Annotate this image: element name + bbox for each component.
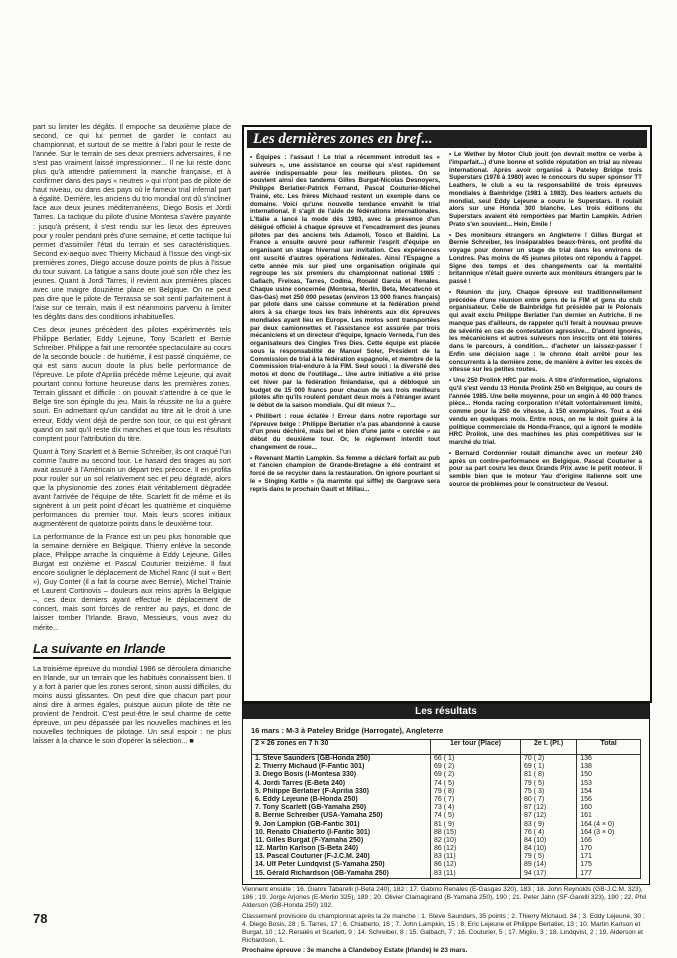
results-box bbox=[242, 703, 650, 885]
results-line: 9. Jon Lampkin (GB-Fantic 301) bbox=[255, 820, 360, 828]
results-line: 161 bbox=[580, 812, 592, 820]
results-line: 160 bbox=[580, 804, 592, 812]
results-line: 82 (10) bbox=[434, 836, 457, 844]
next-riders-note: Viennent ensuite : 16. Gianni Tabarelli (I-Beta 240), 182 ; 17. Gabino Renales (E-Gasgas 320), 183 ; 18. John Reynolds (GB-J.C.M. 323), 186 ; 19. Jorge Arjones (E-Merlin 325), 189 ; 20. Olivier Clamagirand (B-Yamaha 250), 190 ; 21. Peter Jahn (SF-Garelli 323), 190 ; 22. Phil Alderson (GB-Honda 250) 192. bbox=[242, 886, 647, 910]
news-item bbox=[449, 289, 642, 374]
second-round-cell bbox=[521, 755, 577, 879]
news-item bbox=[250, 154, 440, 410]
results-line: 136 bbox=[580, 755, 592, 762]
next-event-note: Prochaine épreuve : 3e manche à Clandeboy Estate (Irlande) le 23 mars. bbox=[242, 947, 468, 955]
results-line: 13. Pascal Couturier (F-J.C.M. 240) bbox=[255, 853, 370, 861]
results-line: 87 (12) bbox=[524, 812, 547, 820]
results-line: 81 ( 9) bbox=[434, 820, 455, 828]
results-line: 156 bbox=[580, 795, 592, 803]
results-line: 86 (12) bbox=[434, 845, 457, 853]
results-line: 74 ( 5) bbox=[434, 779, 455, 787]
results-line: 79 ( 5) bbox=[524, 779, 545, 787]
results-line: 79 ( 8) bbox=[434, 787, 455, 795]
results-line: 5. Philippe Berlatier (F-Aprilia 330) bbox=[255, 787, 369, 795]
results-line: 84 (10) bbox=[524, 845, 547, 853]
news-item-text: jouit (on devrait mettre ce verbe à l'imparfait...) d'une bonne et solide réputation en trial au niveau international. Après avoir organisé à Pateley Bridge trois Superstars (1978 à 1980) avec le concours du super sponsor TT Leathers, le club a eu la responsabilité de trois épreuves mondiales à Bainbridge (1981 à 1983). Des leaders actuels du mondial, seul Eddy Lejeune a couru le Superstars. Il roulait alors sur une Honda 300 blanche. Les trois éditions du Superstars avaient été remportées par Martin Lampkin. Adrien Prato s'en souvient... Hein, Emile ! bbox=[449, 151, 643, 228]
results-line: 1. Steve Saunders (GB-Honda 250) bbox=[255, 755, 371, 762]
results-line: 154 bbox=[580, 787, 592, 795]
total-cell bbox=[577, 755, 641, 879]
results-line: 84 (10) bbox=[524, 836, 547, 844]
results-event-text: 16 mars : M-3 à Pateley Bridge (Harrogate), Angleterre bbox=[251, 726, 444, 735]
article-paragraph: Ces deux jeunes précèdent des pilotes expérimentés tels Philippe Berlatier, Eddy Lejeune, Tony Scarlett et Bernie Schreiber. Philippe a fait une remontée spectaculaire au cours de la seconde boucle : de huitième, il est passé cinquième, ce qui est sans aucun doute la plus belle performance de l'épreuve. Le pilote d'Aprilia précède même Lejeune, qui avait pourtant connu fortune heureuse dans les premières zones. Terrain glissant et difficile : on pouvait s'attendre à ce que le Belge tire son épingle du jeu. Mais la réussite ne lui a guère souri. En admettant qu'un candidat au titre ait le droit à une erreur, Eddy vient déjà de perdre son tour, ce qui est gênant quand on sait qu'il reste dix manches et que tous les résultats comptent pour l'attribution du titre. bbox=[33, 325, 231, 443]
results-line: 166 bbox=[580, 836, 592, 844]
results-line: 79 ( 5) bbox=[524, 853, 545, 861]
results-line: 86 (12) bbox=[434, 861, 457, 869]
news-item-lead: • Bernard Cordonnier bbox=[449, 449, 517, 457]
news-item bbox=[250, 413, 440, 452]
news-box-left-column bbox=[250, 154, 440, 496]
news-item-text: Erreur dans notre reportage sur l'épreuve belge : Philippe Berlatier n'a pas abandonné à cause d'un pneu déchiré, mais bel et bien d'une jante « cerclée » au début du deuxième tour. Or, le règlement interdit tout changement de roue... bbox=[250, 412, 440, 451]
results-line: 2. Thierry Michaud (F-Fantic 301) bbox=[255, 763, 365, 771]
article-column bbox=[33, 122, 231, 749]
results-title: Les résultats bbox=[243, 704, 649, 719]
results-line: 10. Renato Chiaberto (I-Fantic 301) bbox=[255, 828, 371, 836]
header-first-round: 1er tour (Place) bbox=[431, 740, 521, 755]
results-line: 66 ( 1) bbox=[434, 755, 455, 762]
news-item bbox=[449, 151, 642, 229]
results-line: 69 ( 1) bbox=[524, 763, 545, 771]
header-total: Total bbox=[577, 740, 641, 755]
news-box-right-column bbox=[449, 151, 642, 492]
news-item-text: roulait dimanche avec un moteur 240 après un contre-performance en Belgique. Pascal Couturier a pour sa part couru les deux Grands Prix avec le petit moteur. Il semble bien que le moteur Yau d'origine italienne soit une source de problèmes pour le constructeur de Vesoul. bbox=[449, 449, 643, 488]
results-line: 80 ( 7) bbox=[524, 795, 545, 803]
article-paragraph: La troisième épreuve du mondial 1986 se déroulera dimanche en Irlande, sur un terrain que les habitués connaissent bien. Il y a fort à parier que les zones seront, sinon aussi difficiles, du moins aussi glissantes. On peut dire que chacun part pour ainsi dire à armes égales, puisque aucun pilote de tête ne provient de l'endroit. C'est peut-être le seul charme de cette épreuve, un peu dépassée par les nouvelles machines et les nouvelles techniques de pilotage. Un seul espoir : ne plus laisser à la chance le soin d'opérer la sélection... ■ bbox=[33, 663, 231, 745]
article-paragraph: Quant à Tony Scarlett et à Bernie Schreiber, ils ont craqué l'un comme l'autre au second tour. Le hasard des tirages au sort avait assuré à l'Américain un départ très précoce. Il en profita pour rouler sur un sol relativement sec et peu dégradé, alors que la physionomie des zones était véritablement dégradée avant l'arrivée de l'équipe de tête. Scarlett fit de même et ils signèrent à un petit point d'écart les quatrième et cinquième performances du premier tour. Mais leurs scores initiaux augmentèrent de quatorze points dans le deuxième tour. bbox=[33, 446, 231, 529]
results-line: 14. Ulf Peter Lundqvist (S-Yamaha 250) bbox=[255, 861, 385, 869]
results-line: 153 bbox=[580, 779, 592, 787]
news-item-text: Gilles Burgat et Bernie Schreiber, les inséparables beaux-frères, ont profité du voyage pour donner un stage de trial dans les environs de Londres. Pas moins de 45 jeunes pilotes ont répondu à l'appel. Signe des temps et des changements car la mentalité britannique n'était guère ouverte aux moniteurs étrangers par le passé ! bbox=[449, 231, 642, 285]
results-line: 12. Martin Karlson (S-Beta 240) bbox=[255, 845, 359, 853]
results-line: 88 (15) bbox=[434, 828, 457, 836]
news-item-lead: • Réunion du jury. bbox=[449, 288, 512, 296]
article-paragraph: La performance de la France est un peu plus honorable que la semaine dernière en Belgique. Thierry enlève la seconde place, Philippe arrache la cinquième à Eddy Lejeune, Gilles Burgat est onzième et Pascal Couturier treizième. Il faut encore souligner le déplacement de Michel Ranc (il suit « Bert »), Guy Conter (il a fait la course avec Bernie), Michel Trainie et Laurent Cortinovis – douleurs aux reins après la Belgique –, ces deux derniers ayant effectué le déplacement de concert, mais sont forcés de rentrer au pays, et donc de laisser tomber l'Irlande. Bravo, Messieurs, vous avez du mérite... bbox=[33, 532, 231, 632]
results-line: 11. Gilles Burgat (F-Yamaha 250) bbox=[255, 836, 364, 844]
results-line: 70 ( 2) bbox=[524, 755, 545, 762]
results-table bbox=[251, 739, 641, 879]
header-second-round: 2e t. (Pl.) bbox=[521, 740, 577, 755]
news-item-lead: • Une 250 Prolink HRC par mois. bbox=[449, 377, 547, 384]
news-item bbox=[449, 450, 642, 489]
results-line: 6. Eddy Lejeune (B-Honda 250) bbox=[255, 795, 358, 803]
page-number: 78 bbox=[33, 911, 48, 926]
results-line: 87 (12) bbox=[524, 804, 547, 812]
riders-cell bbox=[252, 755, 431, 879]
results-line: 76 ( 7) bbox=[434, 795, 455, 803]
results-line: 171 bbox=[580, 853, 592, 861]
results-line: 175 bbox=[580, 861, 592, 869]
results-line: 73 ( 4) bbox=[434, 804, 455, 812]
section-heading: La suivante en Irlande bbox=[33, 640, 166, 656]
results-event bbox=[251, 726, 443, 735]
results-line: 83 ( 9) bbox=[524, 820, 545, 828]
news-item bbox=[449, 377, 642, 447]
results-body-row bbox=[252, 755, 641, 879]
results-line: 8. Bernie Schreiber (USA-Yamaha 250) bbox=[255, 812, 383, 820]
news-item-text: Le trial a récemment introduit les « suiveurs », une assistance en course qui s'est rapidement avérée indispensable pour les meilleurs pilotes. On se souvient ainsi des tandems Gilles Burgat-Nicolas Desnoyers, Philippe Berlatier-Patrick Ferrand, Pascal Couturier-Michel Trainé, etc. Les frères Michaud restent un exemple dans ce domaine. Voici qu'une nouvelle tendance envahit le trial international. Il s'agit de l'aide de fédérations internationales. L'Italie a lancé la mode dès 1983, avec la présence d'un délégué officiel à chaque épreuve et l'encadrement des jeunes pilotes par des anciens tels Adamoli, Tosco et Baldini. La France a ensuite œuvré pour raffermir l'esprit d'équipe en organisant un stage hivernal sur invitation. Ces expériences ont suscité d'autres opérations fédérales. Ainsi l'Espagne a cette année mis sur pied une organisation originale qui regroupe les six premiers du championnat national 1985 : Gallach, Freixas, Tarres, Codina, Ronald Garcia et Renales. Chaque usine concernée (Montesa, Merlin, Beta, Mecatecno et Gas-Gas) met 250 000 pesetas (environ 13 000 francs français) par pilote dans une caisse commune et la fédération prend alors à sa charge tous les frais inhérents aux dix épreuves mondiales ayant lieu en Europe. Les motos sont transportées par deux camionnettes et l'assistance est assurée par trois mécaniciens et un directeur d'équipe, Ignacio Verneda, l'un des organisateurs des Cingles Tres Dies. Cette équipe est placée sous la responsabilité de Manuel Soler, Président de la Commission de trial à la fédération espagnole, et membre de la Commission trial-enduro à la FIM. Seul souci : la diversité des motos et donc de l'outillage... Une autre initiative a été prise cet hiver par la fédération finlandaise, qui a débloqué un budget de 15 000 francs pour chacun de ses trois meilleurs pilotes afin qu'ils roulent pendant deux mois à l'étranger avant le début de la saison mondiale. Qui dit mieux ?... bbox=[250, 154, 440, 409]
news-item-text: A titre d'information, signalons qu'il s'est vendu 13 Honda Prolink 250 en Belgique, au cours de l'année 1985. Une belle moyenne, pour un engin à 40 000 francs pièce... Honda racing corporation n'était volontairement limité, comme pour la 250 de vitesse, à 150 exemplaires. Tout a été vendu en quelques mois. Entre nous, on ne le doit guère à la politique commerciale de Honda-France, qui a ignoré le modèle HRC Prolink, une des machines les plus compétitives sur le marché du trial. bbox=[449, 377, 642, 446]
news-item-lead: • Équipes : l'assaut ! bbox=[250, 154, 320, 161]
results-line: 69 ( 2) bbox=[434, 763, 455, 771]
results-line: 74 ( 5) bbox=[434, 812, 455, 820]
results-header-row bbox=[252, 740, 641, 755]
news-item bbox=[449, 232, 642, 286]
results-line: 83 (11) bbox=[434, 853, 456, 861]
header-zones: 2 × 26 zones en 7 h 30 bbox=[252, 740, 431, 755]
results-line: 81 ( 8) bbox=[524, 771, 545, 779]
results-line: 164 (3 × 0) bbox=[580, 828, 615, 836]
results-line: 7. Tony Scarlett (GB-Yamaha 250) bbox=[255, 804, 367, 812]
results-line: 4. Jordi Tarres (E-Beta 240) bbox=[255, 779, 346, 787]
results-line: 89 (14) bbox=[524, 861, 547, 869]
results-notes bbox=[242, 886, 648, 958]
results-line: 94 (17) bbox=[524, 869, 547, 877]
news-box bbox=[242, 125, 652, 703]
results-line: 69 ( 2) bbox=[434, 771, 455, 779]
results-line: 15. Gérald Richardson (GB-Yamaha 250) bbox=[255, 869, 389, 877]
results-line: 164 (4 × 0) bbox=[580, 820, 615, 828]
results-line: 76 ( 4) bbox=[524, 828, 545, 836]
results-line: 83 (11) bbox=[434, 869, 456, 877]
news-box-title: Les dernières zones en bref... bbox=[247, 130, 647, 148]
news-item-text: Sa femme a déclaré forfait au pub et l'ancien champion de Grande-Bretagne a été contraint et forcé de se recycler dans la restauration. On ignore pourtant si le « Singing Kettle » (la marmite qui siffle) de Gargrave sera repris dans le prochain Gault et Millau... bbox=[250, 454, 440, 493]
news-item-lead: • Philibert : roue éclatée ! bbox=[250, 412, 335, 420]
news-item-lead: • Revenant Martin Lampkin. bbox=[250, 454, 334, 462]
news-item-text: Chaque épreuve est traditionnellement précédée d'une réunion entre gens de la FIM et gens du club organisateur. Celle de Bainbridge fut présidée par le Polonais qui avait exclu Philippe Berlatier l'an dernier en Autriche. Il ne manque pas d'ailleurs, de rappeler qu'il ferait à nouveau preuve de sévérité en cas de contestation agressive... D'abord ignorés, les mécaniciens et autres suiveurs non inscrits ont été tolérés dans le parcours, à condition... d'acheter un laissez-passer ! Enfin une décision sage : le chrono était arrêté pour les concurrents à la dernière zone, de manière à éviter les excès de vitesse sur les petites routes. bbox=[449, 288, 642, 374]
article-paragraph: part su limiter les dégâts. Il empoche sa deuxième place de second, ce qui lui permet de garder le contact au championnat, et surtout de se mettre à l'abri pour le reste de l'année. Sur le terrain de ses deux premiers adversaires, il ne s'est pas vraiment laissé impressionner... Il ne lui reste donc plus qu'à attendre patiemment la manche française, et à confirmer dans des pays « neutres » qui n'ont pas de pilote de haut niveau, ou dans des pays où le fameux trial infernal part à égalité. Derrière, les anciens du trio mondial ont dû s'incliner face aux deux jeunes méditerranéens, Diego Bosis et Jordi Tarres. La tactique du pilote d'usine Montesa s'avère payante : jusqu'à présent, il s'est rendu sur les lieux des épreuves pour y rouler pendant près d'une semaine, et cette tactique lui permet d'assimiler l'état du terrain et ses caractéristiques. Second ex-aequo avec Thierry Michaud à l'issue des vingt-six premières zones, Diego accuse douze points de plus à l'issue du tour suivant. La fatigue a sans doute joué son rôle chez les jeunes. Quant à Jordi Tarres, il revient aux premières places avec une maigre douzième place en Belgique. On ne peut pas dire que le pilote de Terrassa se soit senti parfaitement à l'aise sur ce terrain, mais il est néanmoins parvenu à limiter les dégâts dans des conditions inhabituelles. bbox=[33, 122, 231, 321]
standings-note: Classement provisoire du championnat après la 2e manche : 1. Steve Saunders, 35 points ; 2. Thierry Michaud, 34 ; 3. Eddy Lejeune, 30 ; 4. Diego Bosis, 28 ; 5. Tarres, 17 ; 6. Chiaberto, 16 ; 7. John Lampkin, 15 ; 8. Eric Lejeune et Philippe Berlatier, 13 ; 10. Martin Karlson et Burgat, 10 ; 12. Renalès et Scarlett, 9 ; 14. Schreiber, 8 ; 15. Galbach, 7 ; 16. Couturier, 5 ; 17. Miglio, 3 ; 18. Lindqvist, 2 ; 19. Alderson et Richardson, 1. bbox=[242, 912, 645, 945]
results-line: 138 bbox=[580, 763, 592, 771]
news-item-lead: • Le Wether by Motor Club bbox=[449, 151, 533, 158]
heading-rule bbox=[33, 657, 231, 659]
results-line: 177 bbox=[580, 869, 592, 877]
results-line: 3. Diego Bosis (I-Montesa 330) bbox=[255, 771, 357, 779]
first-round-cell bbox=[431, 755, 521, 879]
results-line: 150 bbox=[580, 771, 592, 779]
results-line: 170 bbox=[580, 845, 592, 853]
news-item bbox=[250, 455, 440, 494]
results-line: 75 ( 3) bbox=[524, 787, 545, 795]
news-item-lead: • Des moniteurs étrangers en Angleterre ! bbox=[449, 231, 587, 239]
